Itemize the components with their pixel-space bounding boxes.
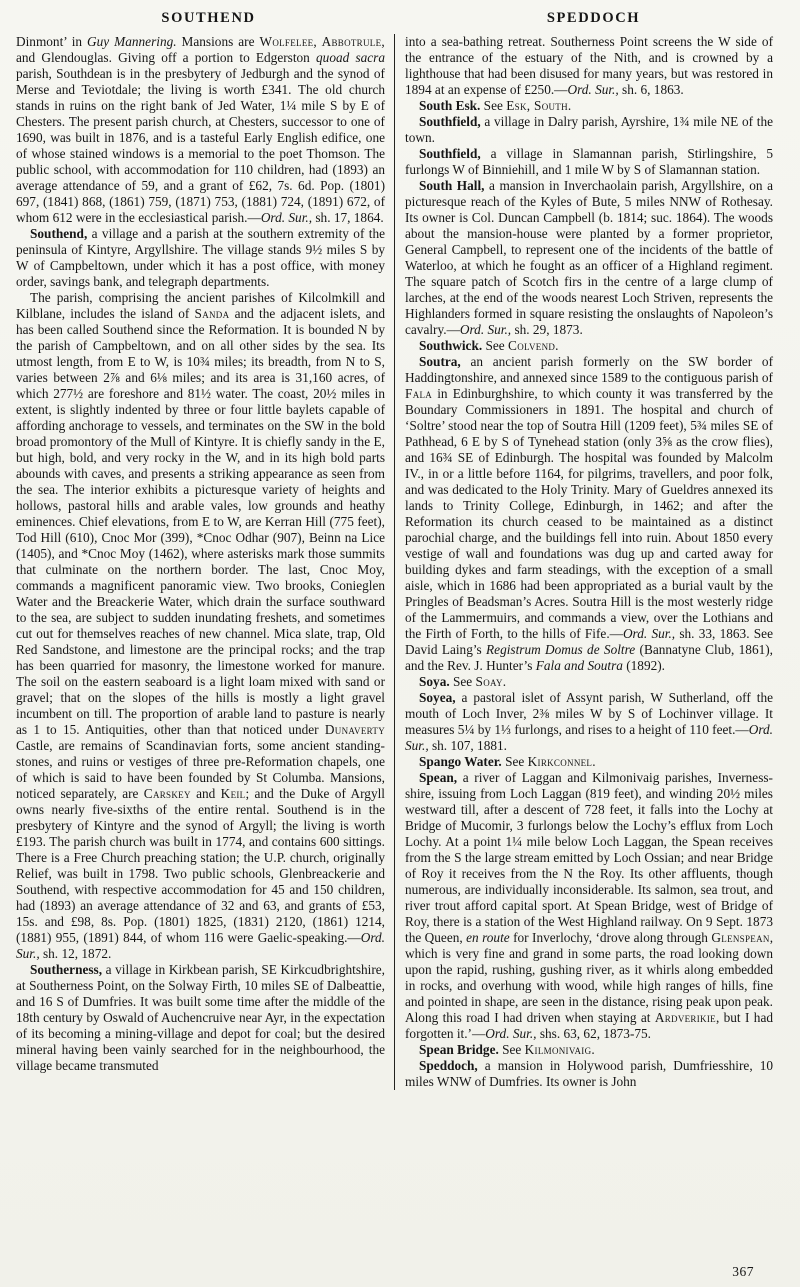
text-segment: shs. 63, 62, 1873-75. [536, 1026, 652, 1041]
text-segment: a pastoral islet of Assynt parish, W Sutherland, off the mouth of Loch Inver, 2⅜ miles W by S of Lochinver village. It measures 5¼ by 1⅓ furlongs, and rises to a height of 110 feet.— [405, 690, 773, 737]
entry-paragraph [16, 290, 385, 962]
entry-paragraph [405, 114, 773, 146]
entry-title: South Hall, [419, 178, 485, 193]
entry-paragraph [405, 770, 773, 1042]
entry-paragraph [405, 1042, 773, 1058]
cross-reference: Colvend. [508, 338, 559, 353]
text-segment: The parish, comprising the ancient parishes of Kilcolmkill and Kilblane, includes the island of [16, 290, 385, 321]
text-segment: See [449, 674, 476, 689]
entry-paragraph [405, 754, 773, 770]
text-segment: (Bannatyne Club, 1861), and the Rev. J. Hunter’s [405, 642, 774, 673]
text-segment: sh. 29, 1873. [511, 322, 583, 337]
text-segment: See [480, 98, 507, 113]
left-column [16, 34, 394, 1090]
cross-reference: Dunaverty [324, 722, 385, 737]
text-segment: sh. 107, 1881. [428, 738, 507, 753]
entry-paragraph [16, 34, 385, 226]
text-segment: sh. 12, 1872. [39, 946, 112, 961]
entry-title: Southfield, [419, 146, 481, 161]
text-segment: Dinmont’ in [16, 34, 88, 49]
entry-title: Soyea, [419, 690, 456, 705]
cross-reference: Carskey [143, 786, 191, 801]
entry-paragraph [405, 178, 773, 338]
text-segment: in Edinburghshire, to which county it was transferred by the Boundary Commissioners in 1891. The hospital and church of ‘Soltre’ stood near the top of Soutra Hill (1209 feet), 5¾ miles SE of Pathhead, 6 E by S of Tynehead station (only 3⅝ as the crow flies), and 16¾ SE of Edinburgh. The hospital was founded by Malcolm IV., in or a little before 1164, for pilgrims, travellers, and poor folk, and was dedicated to the Holy Trinity. Mary of Gueldres annexed its lands to Trinity College, Edinburgh, in 1462; and after the Reformation its church ceased to be maintained as a distinct parochial charge, and the buildings fell into ruin. About 1850 every vestige of wall and foundations was dug up and carted away for building dykes and farm steadings, with the exception of a small aisle, which in 1686 had been appropriated as a burial vault by the Pringles of Beadsman’s Acres. Soutra Hill is the most westerly ridge of the Lammermuirs, and commands a view, over the Lothians and the Firth of Forth, to the hills of Fife.— [405, 386, 773, 641]
entry-title: Spean, [419, 770, 458, 785]
cross-reference: Glenspean [711, 930, 770, 945]
cross-reference: Soay. [475, 674, 507, 689]
entry-paragraph [405, 338, 773, 354]
text-segment: a village and a parish at the southern extremity of the peninsula of Kintyre, Argyllshire. The village stands 9½ miles S by W of Campbeltown, under which it has a post office, with money order, savings bank, and telegraph departments. [16, 226, 385, 289]
entry-title: Southend, [30, 226, 88, 241]
text-segment: en route [466, 930, 510, 945]
running-heads [16, 10, 786, 27]
text-segment: Ord. Sur., [459, 322, 512, 337]
entry-paragraph [405, 146, 773, 178]
entry-paragraph [405, 690, 773, 754]
text-segment: parish, Southdean is in the presbytery of Jedburgh and the synod of Merse and Teviotdale; the living is worth £341. The old church stands in ruins on the right bank of Jed Water, 1¼ mile S by E of Chesters. The present parish church, at Chesters, successor to one of 1690, was built in 1876, and is a tasteful Early English edifice, one of whose stained windows is a memorial to the poet Thomson. The public school, with accommodation for 110 children, had (1893) an average attendance of 59, and a grant of £62, 7s. 6d. Pop. (1801) 697, (1841) 868, (1861) 759, (1871) 753, (1881) 724, (1891) 672, of whom 612 were in the ecclesiastical parish.— [16, 66, 385, 225]
cross-reference: Kilmonivaig. [524, 1042, 596, 1057]
text-segment: , but I had forgotten it.’— [405, 1010, 773, 1041]
text-segment: a mansion in Inverchaolain parish, Argyllshire, on a picturesque reach of the Kyles of Bute, 5 miles NNW of Rothesay. Its owner is Col. Duncan Campbell (b. 1814; suc. 1864). The woods about the mansion-house were planted by a former proprietor, General Campbell, to represent one of the incidents of the battle of Waterloo, at which he fought as an officer of a Highland regiment. The square patch of Scotch firs in the centre of a large clump of larches, at the end of the woods nearest Loch Striven, represents the Highlanders formed in square resisting the onslaughts of Napoleon’s cavalry.— [405, 178, 773, 337]
cross-reference: Esk, South. [506, 98, 572, 113]
text-segment: into a sea-bathing retreat. Southerness Point screens the W side of the entrance of the estuary of the Nith, and is crowned by a lighthouse that had been disused for many years, but was restored in 1894 at an expense of £250.— [405, 34, 773, 97]
entry-paragraph [405, 1058, 773, 1090]
text-segment: See [482, 338, 509, 353]
text-segment: See [498, 1042, 525, 1057]
text-segment: Ord. Sur., [405, 722, 773, 753]
entry-paragraph [405, 674, 773, 690]
text-segment: a village in Slamannan parish, Stirlingshire, 5 furlongs W of Binniehill, and 1 mile W by S of Slamannan station. [405, 146, 773, 177]
text-segment: Fala and Soutra [535, 658, 623, 673]
entry-paragraph [16, 962, 385, 1074]
right-column [395, 34, 773, 1090]
text-segment: Mansions are [176, 34, 260, 49]
entry-paragraph [16, 226, 385, 290]
entry-title: Spango Water. [419, 754, 502, 769]
entry-title: Soutra, [419, 354, 461, 369]
entry-title: Speddoch, [419, 1058, 478, 1073]
running-head-left: SOUTHEND [161, 10, 256, 26]
text-segment: a river of Laggan and Kilmonivaig parishes, Inverness-shire, issuing from Loch Laggan (819 feet), and winding 20½ miles westward till, after a descent of 728 feet, it falls into the Lochy at Bridge of Mucomir, 3 furlongs below the Lochy’s efflux from Loch Lochy. At a point 1¼ mile below Loch Laggan, the Spean receives from the S the large stream emitted by Loch Ossian; and near Bridge of Roy it receives from the N the Roy. Its other affluents, though numerous, are individually inconsiderable. Its salmon, sea trout, and river trout afford capital sport. At Spean Bridge, west of Bridge of Roy, there is a station of the West Highland railway. On 9 Sept. 1873 the Queen, [405, 770, 773, 945]
text-segment: Guy Mannering. [87, 34, 177, 49]
cross-reference: Kirkconnel. [527, 754, 596, 769]
text-segment: See [501, 754, 528, 769]
text-segment: and [190, 786, 221, 801]
text-segment: and the adjacent islets, and has been called Southend since the Reformation. It is bounded N by the parish of Campbeltown, and on all other sides by the sea. Its utmost length, from E to W, is 10¾ miles; its breadth, from N to S, varies between 2⅞ and 6⅛ miles; and its area is 31,160 acres, of which 277½ are foreshore and 81½ water. The coast, 20½ miles in extent, is slightly indented by three or four little baylets capable of affording anchorage to vessels, and terminates on the SW in the bold broad promontory of the Mull of Kintyre. It is chiefly sandy in the E, but high, bold, and very rocky in the W, and in its high bold parts abounds with caves, and presents a striking appearance as seen from the sea. The interior exhibits a picturesque variety of heights and hollows, pastoral hills and arable vales, low grounds and heathy eminences. Chief elevations, from E to W, are Kerran Hill (775 feet), Tod Hill (610), Cnoc Mor (399), *Cnoc Odhar (907), Beinn na Lice (1405), and *Cnoc Moy (1462), where asterisks mark those summits that culminate on the northern border. The last, Cnoc Moy, commands a magnificent panoramic view. Two brooks, Conieglen Water and the Breackerie Water, which drain the surface southward to the sea, are subject to sudden inundating freshets, and sometimes cut out for themselves reaches of new channel. Mica slate, trap, Old Red Sandstone, and limestone are the principal rocks; and the trap has been quarried for masonry, the limestone worked for manure. The soil on the eastern seaboard is a light loam mixed with sand or gravel; that on the slopes of the hills is mostly a light gravel incumbent on till. The proportion of arable land to pasture is nearly as 1 to 15. Antiquities, other than that noticed under [16, 306, 385, 737]
entry-title: South Esk. [419, 98, 481, 113]
cross-reference: Keil [220, 786, 246, 801]
text-segment: Ord. Sur., [260, 210, 313, 225]
cross-reference: Fala [405, 386, 433, 401]
text-segment: for Inverlochy, ‘drove along through [509, 930, 712, 945]
entry-title: Soya. [419, 674, 450, 689]
text-segment: Registrum Domus de Soltre [486, 642, 636, 657]
entry-paragraph [405, 354, 773, 674]
text-segment: sh. 6, 1863. [618, 82, 684, 97]
text-segment: and Glendouglas. Giving off a portion to Edgerston [16, 50, 317, 65]
cross-reference: Wolfelee, Abbotrule, [259, 34, 386, 49]
entry-paragraph [405, 98, 773, 114]
cross-reference: Ardverikie [654, 1010, 716, 1025]
text-segment: Ord. Sur., [16, 930, 385, 961]
text-segment: a village in Dalry parish, Ayrshire, 1¾ mile NE of the town. [405, 114, 773, 145]
text-segment: Ord. Sur., [485, 1026, 537, 1041]
text-segment: sh. 33, 1863. See David Laing’s [405, 626, 773, 657]
text-segment: an ancient parish formerly on the SW border of Haddingtonshire, and annexed since 1589 to the contiguous parish of [405, 354, 773, 385]
page-number: 367 [732, 1264, 754, 1279]
text-segment: Ord. Sur., [622, 626, 676, 641]
entry-title: Southerness, [30, 962, 103, 977]
entry-title: Spean Bridge. [419, 1042, 499, 1057]
text-segment: sh. 17, 1864. [312, 210, 384, 225]
text-segment: a mansion in Holywood parish, Dumfriesshire, 10 miles WNW of Dumfries. Its owner is John [405, 1058, 773, 1089]
text-segment: Ord. Sur., [567, 82, 619, 97]
text-segment: , which is very fine and grand in some parts, the road looking down upon the rapid, rushing, gushing river, as it whirls along embedded in rocks, and overhung with wood, while high ranges of hills, fine and pointed in shape, are seen in the distance, rising peak upon peak. Along this road I had driven when staying at [405, 930, 774, 1025]
entry-title: Southfield, [419, 114, 481, 129]
entry-paragraph [405, 34, 773, 98]
text-columns [16, 34, 786, 1090]
running-head-right: SPEDDOCH [546, 10, 641, 26]
entry-title: Southwick. [419, 338, 483, 353]
text-segment: (1892). [622, 658, 666, 673]
text-segment: ; and the Duke of Argyll owns nearly five-sixths of the entire rental. Southend is in the presbytery of Kintyre and the synod of Argyll; the living is worth £193. The parish church was built in 1774, and contains 600 sittings. There is a Free Church preaching station; the U.P. church, originally Relief, was built in 1798. Two public schools, Glenbreackerie and Southend, with respective accommodation for 45 and 150 children, had (1893) an average attendance of 32 and 63, and grants of £53, 15s. and £98, 8s. Pop. (1801) 1825, (1831) 2120, (1861) 1214, (1881) 955, (1891) 844, of whom 116 were Gaelic-speaking.— [16, 786, 385, 945]
cross-reference: Sanda [194, 306, 230, 321]
text-segment: Castle, are remains of Scandinavian forts, some ancient standing-stones, and ruins or vestiges of three pre-Reformation chapels, one of which is said to have been founded by St Columba. Mansions, noticed separately, are [16, 738, 385, 801]
text-segment: a village in Kirkbean parish, SE Kirkcudbrightshire, at Southerness Point, on the Solway Firth, 10 miles SE of Dalbeattie, and 16 S of Dumfries. It was built some time after the middle of the 18th century by Oswald of Auchencruive near Ayr, in the expectation of its becoming a mining-village and depot for coal; but the desired mineral having been vainly searched for in the neighbourhood, the village became transmuted [16, 962, 385, 1073]
text-segment: quoad sacra [316, 50, 385, 65]
